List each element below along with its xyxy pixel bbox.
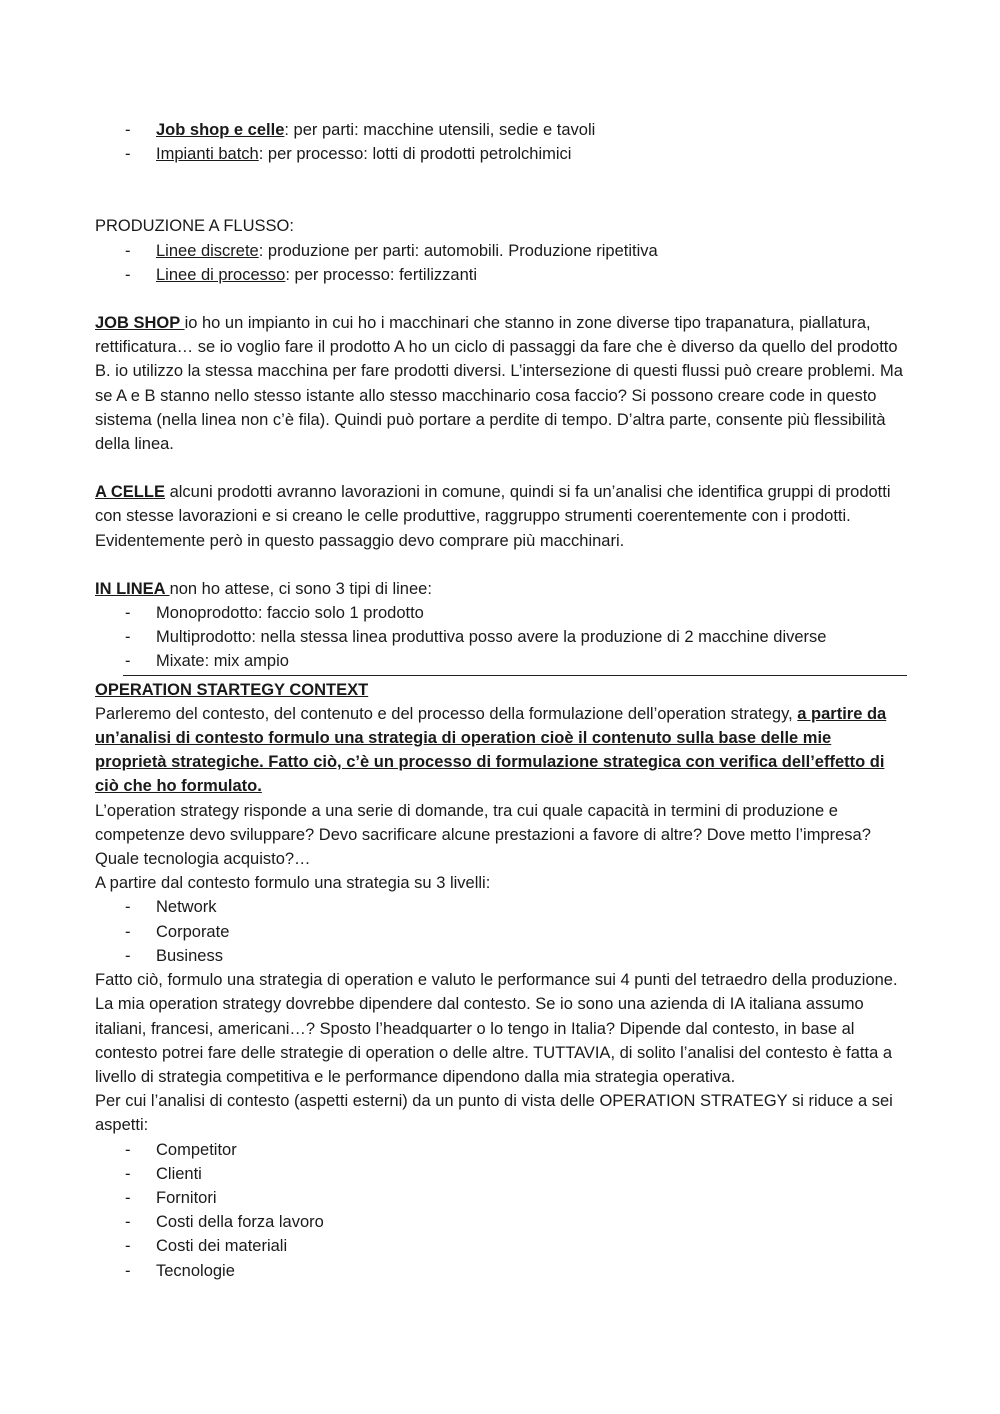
job-shop-paragraph — [95, 311, 907, 456]
flusso-heading: PRODUZIONE A FLUSSO: — [95, 217, 294, 236]
list-item: - Network — [95, 895, 907, 919]
item-text: : per processo: lotti di prodotti petrolchimici — [258, 145, 572, 164]
linea-paragraph — [95, 577, 907, 601]
aspects-list — [95, 1138, 907, 1283]
context-heading: OPERATION STARTEGY CONTEXT — [95, 680, 369, 699]
list-item — [95, 239, 907, 263]
document-page — [95, 118, 907, 1283]
spacer — [95, 166, 907, 214]
list-item: - Competitor — [95, 1138, 907, 1162]
flusso-list — [95, 239, 907, 287]
top-list — [95, 118, 907, 166]
list-item: - Business — [95, 944, 907, 968]
list-item — [95, 142, 907, 166]
spacer — [95, 287, 907, 311]
celle-title: A CELLE — [95, 483, 165, 502]
list-item: - Clienti — [95, 1162, 907, 1186]
context-intro-bold: a partire da un’analisi di contesto formulo una strategia di operation cioè il contenuto sulla base delle mie proprietà strategiche. Fatto ciò, c’è un processo di formulazione strategica con verifica dell’effetto di ciò che ho formulato. — [95, 704, 887, 796]
list-item: - Costi dei materiali — [95, 1234, 907, 1258]
list-item: - Multiprodotto: nella stessa linea produttiva posso avere la produzione di 2 macchine diverse — [95, 625, 907, 649]
list-item: - Fornitori — [95, 1186, 907, 1210]
context-intro — [95, 702, 907, 799]
item-label: Linee discrete — [156, 241, 259, 260]
item-label: Impianti batch — [156, 145, 259, 164]
list-item: - Monoprodotto: faccio solo 1 prodotto — [95, 601, 907, 625]
list-item: - Costi della forza lavoro — [95, 1210, 907, 1234]
job-shop-text: io ho un impianto in cui ho i macchinari che stanno in zone diverse tipo trapanatura, piallatura, rettificatura… se io voglio fare il prodotto A ho un ciclo di passaggi da fare che è diverso da quello del prodotto B. io utilizzo la stessa macchina per fare prodotti diversi. L’intersezione di questi flussi può creare problemi. Ma se A e B stanno nello stesso istante allo stesso macchinario cosa faccio? Si possono creare code in questo sistema (nella linea non c’è fila). Quindi può portare a perdite di tempo. D’altra parte, consente più flessibilità della linea. — [95, 314, 903, 454]
spacer — [95, 553, 907, 577]
item-text: : per processo: fertilizzanti — [285, 265, 478, 284]
context-intro-text: Parleremo del contesto, del contenuto e del processo della formulazione dell’operation strategy, — [95, 704, 798, 723]
levels-intro: A partire dal contesto formulo una strategia su 3 livelli: — [95, 874, 491, 893]
item-text: : per parti: macchine utensili, sedie e tavoli — [284, 121, 596, 139]
levels-list — [95, 895, 907, 968]
celle-paragraph — [95, 480, 907, 553]
aspects-intro: Per cui l’analisi di contesto (aspetti esterni) da un punto di vista delle OPERATION STRATEGY si riduce a sei aspetti: — [95, 1092, 893, 1135]
list-item: - Mixate: mix ampio — [95, 649, 907, 673]
celle-text: alcuni prodotti avranno lavorazioni in comune, quindi si fa un’analisi che identifica gruppi di prodotti con stesse lavorazioni e si creano le celle produttive, raggruppo strumenti coerentemente con i prodotti. Evidentemente però in questo passaggio devo comprare più macchinari. — [95, 483, 891, 550]
job-shop-title: JOB SHOP — [95, 314, 185, 333]
linea-text: non ho attese, ci sono 3 tipi di linee: — [169, 579, 432, 598]
context-depends: La mia operation strategy dovrebbe dipendere dal contesto. Se io sono una azienda di IA italiana assumo italiani, francesi, americani…? Sposto l’headquarter o lo tengo in Italia? Dipende dal contesto, in base al contesto potrei fare delle strategie di operation o delle altre. TUTTAVIA, di solito l’analisi del contesto è fatta a livello di strategia competitiva e le performance dipendono dalla mia strategia operativa. — [95, 995, 893, 1086]
linea-list — [95, 601, 907, 674]
section-divider — [123, 675, 907, 676]
list-item — [95, 118, 907, 142]
item-text: : produzione per parti: automobili. Produzione ripetitiva — [258, 241, 658, 260]
list-item: - Tecnologie — [95, 1259, 907, 1283]
list-item: - Corporate — [95, 920, 907, 944]
linea-title: IN LINEA — [95, 579, 170, 598]
list-item — [95, 263, 907, 287]
after-levels: Fatto ciò, formulo una strategia di operation e valuto le performance sui 4 punti del tetraedro della produzione. — [95, 971, 898, 990]
item-label: Job shop e celle — [156, 121, 285, 139]
item-label: Linee di processo — [156, 265, 286, 284]
spacer — [95, 456, 907, 480]
context-questions: L’operation strategy risponde a una serie di domande, tra cui quale capacità in termini di produzione e competenze devo sviluppare? Devo sacrificare alcune prestazioni a favore di altre? Dove metto l’impresa? Quale tecnologia acquisto?… — [95, 801, 871, 869]
